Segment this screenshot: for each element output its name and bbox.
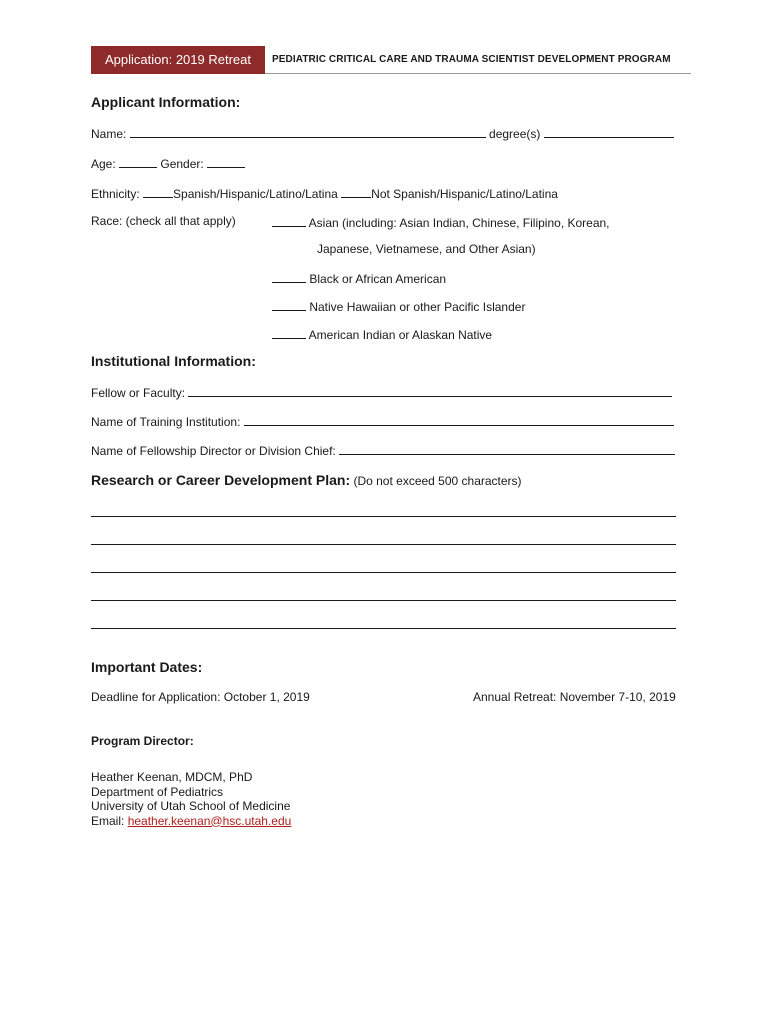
race-hawaiian-field[interactable]: [272, 298, 306, 311]
race-black-field[interactable]: [272, 270, 306, 283]
director-university: University of Utah School of Medicine: [91, 799, 291, 813]
research-line[interactable]: [91, 628, 676, 629]
director-row: [91, 442, 675, 458]
research-row: [91, 472, 522, 488]
dates-heading: Important Dates:: [91, 659, 203, 675]
training-field[interactable]: [244, 413, 674, 426]
email-label: Email:: [91, 813, 125, 828]
ethnicity-not-hispanic-field[interactable]: [341, 185, 371, 198]
director-contact: [91, 770, 291, 828]
director-email-row: [91, 814, 291, 829]
name-label: Name:: [91, 127, 127, 141]
race-american-indian-row: [272, 326, 492, 342]
deadline-text: Deadline for Application: October 1, 2019: [91, 690, 310, 704]
race-label: Race: (check all that apply): [91, 214, 236, 228]
race-american-indian-label: American Indian or Alaskan Native: [308, 328, 493, 342]
gender-label: Gender:: [160, 157, 204, 171]
research-line[interactable]: [91, 600, 676, 601]
name-field[interactable]: [130, 125, 486, 138]
ethnicity-row: [91, 185, 558, 201]
ethnicity-label: Ethnicity:: [91, 187, 140, 201]
institution-heading: Institutional Information:: [91, 353, 256, 369]
race-hawaiian-row: [272, 298, 525, 314]
age-label: Age:: [91, 157, 116, 171]
degree-label: degree(s): [489, 127, 541, 141]
application-tab: Application: 2019 Retreat: [91, 46, 265, 74]
gender-field[interactable]: [207, 155, 245, 168]
race-asian-label: Asian (including: Asian Indian, Chinese, Filipino, Korean,: [308, 216, 610, 230]
ethnicity-not-hispanic-label: Not Spanish/Hispanic/Latino/Latina: [371, 187, 558, 201]
degree-field[interactable]: [544, 125, 674, 138]
director-field[interactable]: [339, 442, 675, 455]
fellow-field[interactable]: [188, 384, 672, 397]
race-black-row: [272, 270, 446, 286]
email-link[interactable]: heather.keenan@hsc.utah.edu: [127, 813, 292, 828]
name-row: [91, 125, 674, 141]
age-gender-row: [91, 155, 245, 171]
director-name: Heather Keenan, MDCM, PhD: [91, 770, 253, 784]
race-asian-field[interactable]: [272, 214, 306, 227]
age-field[interactable]: [119, 155, 157, 168]
header-rule: [265, 73, 691, 74]
ethnicity-hispanic-label: Spanish/Hispanic/Latino/Latina: [173, 187, 338, 201]
race-asian-row: [272, 214, 610, 230]
director-heading: Program Director:: [91, 734, 194, 748]
fellow-row: [91, 384, 672, 400]
retreat-text: Annual Retreat: November 7-10, 2019: [473, 690, 676, 704]
research-heading: Research or Career Development Plan:: [91, 472, 351, 488]
program-title: PEDIATRIC CRITICAL CARE AND TRAUMA SCIENTIST DEVELOPMENT PROGRAM: [272, 54, 671, 65]
research-line[interactable]: [91, 544, 676, 545]
applicant-heading: Applicant Information:: [91, 94, 241, 110]
research-line[interactable]: [91, 572, 676, 573]
race-asian-continued: Japanese, Vietnamese, and Other Asian): [317, 242, 536, 256]
ethnicity-hispanic-field[interactable]: [143, 185, 173, 198]
director-label: Name of Fellowship Director or Division Chief:: [91, 444, 336, 458]
training-row: [91, 413, 674, 429]
training-label: Name of Training Institution:: [91, 415, 241, 429]
research-line[interactable]: [91, 516, 676, 517]
fellow-label: Fellow or Faculty:: [91, 386, 186, 400]
race-black-label: Black or African American: [309, 272, 447, 286]
research-note: (Do not exceed 500 characters): [353, 474, 522, 488]
director-department: Department of Pediatrics: [91, 784, 224, 799]
race-american-indian-field[interactable]: [272, 326, 306, 339]
race-hawaiian-label: Native Hawaiian or other Pacific Islander: [309, 300, 526, 314]
